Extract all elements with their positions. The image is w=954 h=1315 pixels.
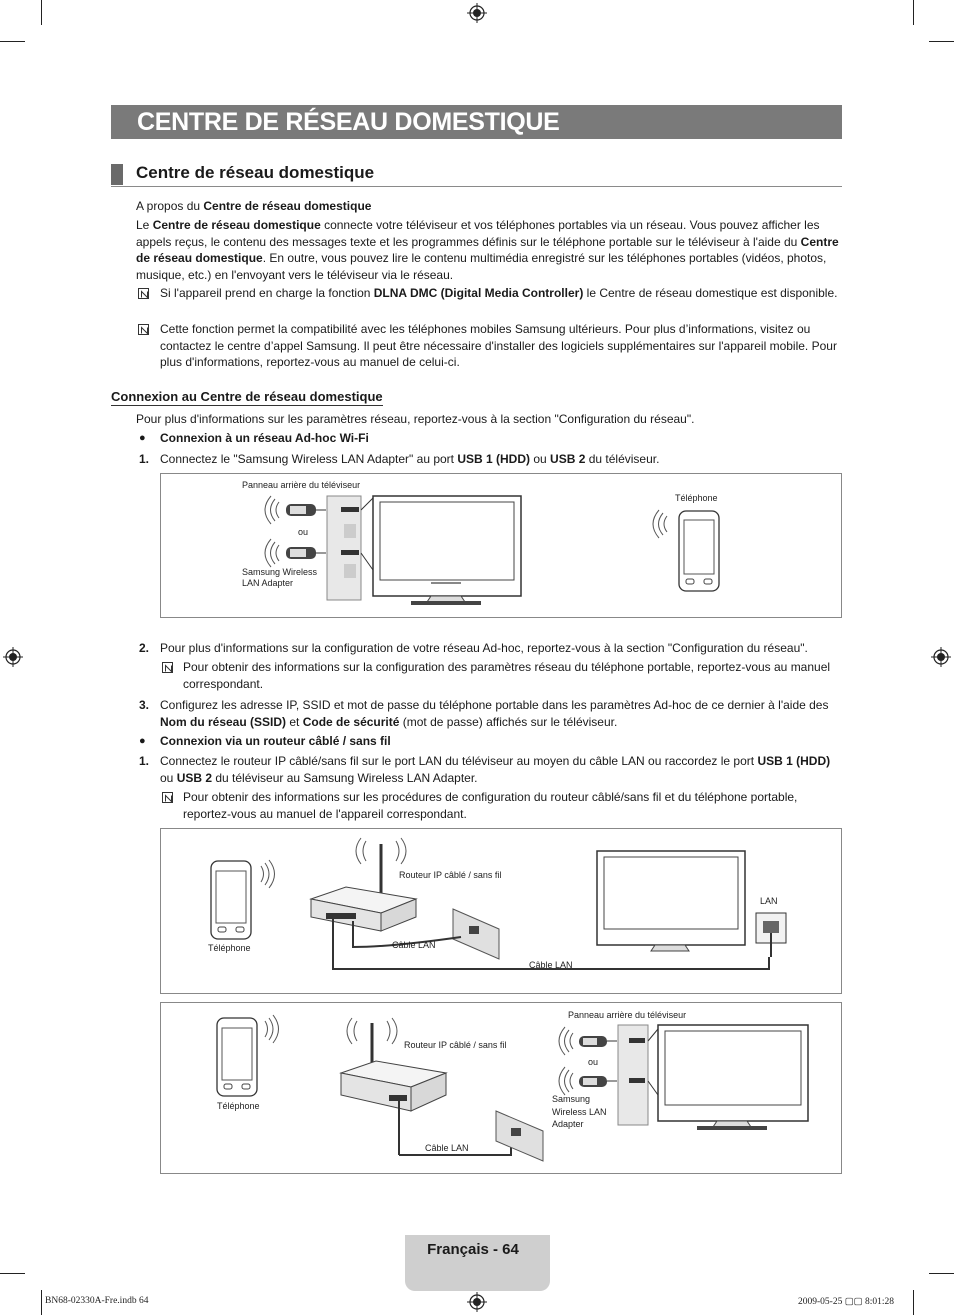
router-lan-illustration xyxy=(161,829,841,993)
note-3: Pour obtenir des informations sur la configuration des paramètres réseau du téléphone portable, reportez-vous au manuel correspondant. xyxy=(183,660,831,691)
section-header xyxy=(111,162,842,187)
step-bold: Code de sécurité xyxy=(302,714,400,729)
intro-text: connecte votre téléviseur et vos téléphones portables via un réseau. Vous pouvez afficher les appels reçus, le contenu des messages texte et les programmes définis sur le téléphone portable sur le téléviseur à l'aide du xyxy=(136,218,820,249)
step-text: du téléviseur au Samsung Wireless LAN Adapter. xyxy=(212,770,478,785)
note-text: le Centre de réseau domestique est disponible. xyxy=(583,286,838,300)
note-4: Pour obtenir des informations sur les procédures de configuration du routeur câblé/sans fil et du téléphone portable, reportez-vous au manuel de l'appareil correspondant. xyxy=(183,790,798,821)
router-adapter-illustration xyxy=(161,1003,841,1173)
subsection-intro: Pour plus d'informations sur les paramètres réseau, reportez-vous à la section "Configuration du réseau". xyxy=(136,412,695,426)
date-imprint: 2009-05-25 ▢▢ 8:01:28 xyxy=(798,1297,895,1307)
diagram-router-lan xyxy=(160,828,842,994)
crop-mark xyxy=(0,1273,25,1274)
note-bold: DLNA DMC (Digital Media Controller) xyxy=(373,286,584,300)
intro-text: . En outre, vous pouvez lire le contenu multimédia enregistré sur les téléphones portables (vidéos, photos, musique, etc.) en l'envoyant vers le téléviseur via le réseau. xyxy=(136,251,827,282)
bullet-icon: ● xyxy=(139,735,146,747)
step-number: 2. xyxy=(139,641,150,655)
bullet-text: Connexion à un réseau Ad-hoc Wi-Fi xyxy=(160,431,369,445)
adapter-label: Samsung Wireless LAN Adapter xyxy=(242,567,318,588)
crop-mark xyxy=(929,1273,954,1274)
phone-label: Téléphone xyxy=(675,493,718,503)
step-text: ou xyxy=(530,452,551,466)
step-text: et xyxy=(286,714,303,729)
bullet-heading-1 xyxy=(160,430,369,447)
router-label: Routeur IP câblé / sans fil xyxy=(404,1040,507,1050)
step-number: 3. xyxy=(139,698,150,712)
note-1 xyxy=(160,285,842,302)
registration-mark-icon xyxy=(467,1292,487,1312)
step-1-router xyxy=(160,753,842,786)
step-text: Connectez le routeur IP câblé/sans fil sur le port LAN du téléviseur au moyen du câble LAN ou raccordez le port xyxy=(160,754,758,768)
file-imprint: BN68-02330A-Fre.indb 64 xyxy=(45,1296,149,1306)
step-number: 1. xyxy=(139,452,150,466)
page-title-bar xyxy=(111,105,842,139)
about-line xyxy=(136,198,371,215)
step-text: Connectez le "Samsung Wireless LAN Adapter" au port xyxy=(160,452,458,466)
panel-label: Panneau arrière du téléviseur xyxy=(242,480,361,490)
panel-label: Panneau arrière du téléviseur xyxy=(568,1010,687,1020)
step-bold: USB 1 (HDD) xyxy=(757,754,831,768)
crop-mark xyxy=(41,1290,42,1315)
cable-label: Câble LAN xyxy=(425,1143,469,1153)
crop-mark xyxy=(913,0,914,25)
diagram-adhoc xyxy=(160,473,842,618)
phone-label: Téléphone xyxy=(217,1101,260,1111)
router-label: Routeur IP câblé / sans fil xyxy=(399,870,502,880)
adapter-label: Samsung Wireless LAN Adapter xyxy=(552,1094,607,1129)
crop-mark xyxy=(929,41,954,42)
cable-label: Câble LAN xyxy=(529,960,573,970)
registration-mark-icon xyxy=(3,647,23,667)
about-prefix: A propos du xyxy=(136,199,204,213)
step-bold: USB 2 xyxy=(176,770,213,785)
step-bold: Nom du réseau (SSID) xyxy=(160,714,287,729)
crop-mark xyxy=(41,0,42,25)
note-icon xyxy=(162,792,173,803)
crop-mark xyxy=(0,41,25,42)
bullet-heading-2 xyxy=(160,733,391,750)
step-1-adhoc xyxy=(160,451,842,468)
note-icon xyxy=(138,324,149,335)
section-marker xyxy=(111,164,123,185)
note-icon xyxy=(138,288,149,299)
step-text: (mot de passe) affichés sur le téléviseur. xyxy=(399,714,618,729)
intro-bold: Centre de réseau domestique xyxy=(136,234,839,265)
diagram-router-adapter xyxy=(160,1002,842,1174)
adhoc-illustration xyxy=(161,474,841,617)
registration-mark-icon xyxy=(467,3,487,23)
step-bold: USB 2 xyxy=(550,452,586,466)
about-bold: Centre de réseau domestique xyxy=(203,199,372,213)
step-2: Pour plus d'informations sur la configuration de votre réseau Ad-hoc, reportez-vous à la section "Configuration du réseau". xyxy=(160,641,808,655)
registration-mark-icon xyxy=(931,647,951,667)
page-number-tab xyxy=(405,1235,550,1291)
step-text: du téléviseur. xyxy=(585,452,660,466)
crop-mark xyxy=(913,1290,914,1315)
ou-label: ou xyxy=(588,1057,599,1067)
intro-paragraph xyxy=(136,217,842,283)
ou-label: ou xyxy=(298,527,309,537)
bullet-text: Connexion via un routeur câblé / sans fil xyxy=(160,734,391,748)
page-title: CENTRE DE RÉSEAU DOMESTIQUE xyxy=(137,108,560,136)
subsection-title: Connexion au Centre de réseau domestique xyxy=(111,389,383,404)
phone-label: Téléphone xyxy=(208,943,251,953)
intro-bold: Centre de réseau domestique xyxy=(152,218,321,232)
step-number: 1. xyxy=(139,754,150,768)
section-title: Centre de réseau domestique xyxy=(136,163,375,182)
step-bold: USB 1 (HDD) xyxy=(457,452,531,466)
note-text: Si l'appareil prend en charge la fonction xyxy=(160,286,374,300)
note-icon xyxy=(162,662,173,673)
intro-text: Le xyxy=(136,218,153,232)
note-2: Cette fonction permet la compatibilité avec les téléphones mobiles Samsung ultérieurs. Pour plus d’informations, visitez ou contactez le centre d’appel Samsung. Il peut être nécessaire d'installer des logiciels supplémentaires sur l'appareil mobile. Pour plus d'informations, reportez-vous au manuel de celui-ci. xyxy=(160,322,837,369)
page-number: Français - 64 xyxy=(427,1241,519,1258)
step-3 xyxy=(160,697,842,730)
step-text: ou xyxy=(160,770,177,785)
lan-label: LAN xyxy=(760,896,778,906)
step-text: Configurez les adresse IP, SSID et mot de passe du téléphone portable dans les paramètres Ad-hoc de ce dernier à l'aide des xyxy=(160,698,829,712)
cable-label: Câble LAN xyxy=(392,940,436,950)
bullet-icon: ● xyxy=(139,432,146,444)
